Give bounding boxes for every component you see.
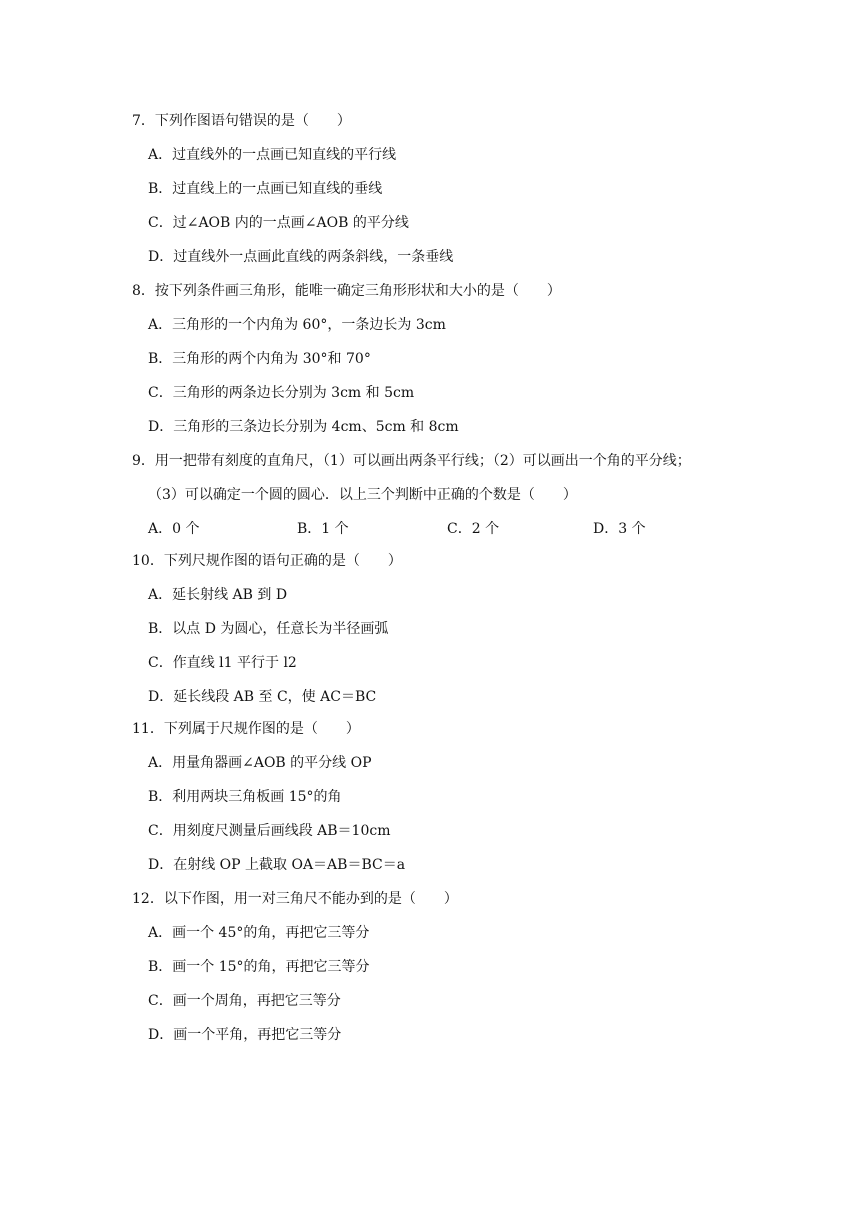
question-10-option-c: C．作直线 l1 平行于 l2 (148, 655, 297, 671)
question-7-option-c: C．过∠AOB 内的一点画∠AOB 的平分线 (148, 215, 409, 231)
question-9-stem: 9．用一把带有刻度的直角尺，（1）可以画出两条平行线；（2）可以画出一个角的平分线； (132, 453, 691, 469)
question-9-option-a: A．0 个 (148, 521, 200, 537)
question-11-option-d: D．在射线 OP 上截取 OA＝AB＝BC＝a (148, 857, 406, 873)
question-10-option-b: B．以点 D 为圆心，任意长为半径画弧 (148, 621, 389, 637)
question-12-option-b: B．画一个 15°的角，再把它三等分 (148, 959, 370, 975)
question-10-stem: 10．下列尺规作图的语句正确的是（ ） (132, 553, 402, 569)
question-8-option-a: A．三角形的一个内角为 60°，一条边长为 3cm (148, 317, 446, 333)
question-7-option-d: D．过直线外一点画此直线的两条斜线，一条垂线 (148, 249, 454, 265)
question-9-option-b: B．1 个 (297, 521, 349, 537)
question-11-option-c: C．用刻度尺测量后画线段 AB＝10cm (148, 823, 391, 839)
question-8-stem: 8．按下列条件画三角形，能唯一确定三角形形状和大小的是（ ） (132, 283, 561, 299)
question-7-stem: 7．下列作图语句错误的是（ ） (132, 113, 351, 129)
question-12-option-c: C．画一个周角，再把它三等分 (148, 993, 341, 1009)
question-10-option-a: A．延长射线 AB 到 D (148, 587, 288, 603)
question-8-option-c: C．三角形的两条边长分别为 3cm 和 5cm (148, 385, 415, 401)
question-12-stem: 12．以下作图，用一对三角尺不能办到的是（ ） (132, 891, 458, 907)
question-11-option-b: B．利用两块三角板画 15°的角 (148, 789, 342, 805)
question-9-stem-continued: （3）可以确定一个圆的圆心．以上三个判断中正确的个数是（ ） (148, 487, 577, 503)
question-7-option-b: B．过直线上的一点画已知直线的垂线 (148, 181, 383, 197)
question-11-stem: 11．下列属于尺规作图的是（ ） (132, 721, 360, 737)
question-9-option-c: C．2 个 (447, 521, 500, 537)
question-8-option-d: D．三角形的三条边长分别为 4cm、5cm 和 8cm (148, 419, 459, 435)
question-8-option-b: B．三角形的两个内角为 30°和 70° (148, 351, 371, 367)
question-12-option-a: A．画一个 45°的角，再把它三等分 (148, 925, 370, 941)
question-10-option-d: D．延长线段 AB 至 C，使 AC＝BC (148, 689, 377, 705)
question-12-option-d: D．画一个平角，再把它三等分 (148, 1027, 342, 1043)
question-7-option-a: A．过直线外的一点画已知直线的平行线 (148, 147, 397, 163)
question-11-option-a: A．用量角器画∠AOB 的平分线 OP (148, 755, 372, 771)
question-9-option-d: D．3 个 (593, 521, 646, 537)
